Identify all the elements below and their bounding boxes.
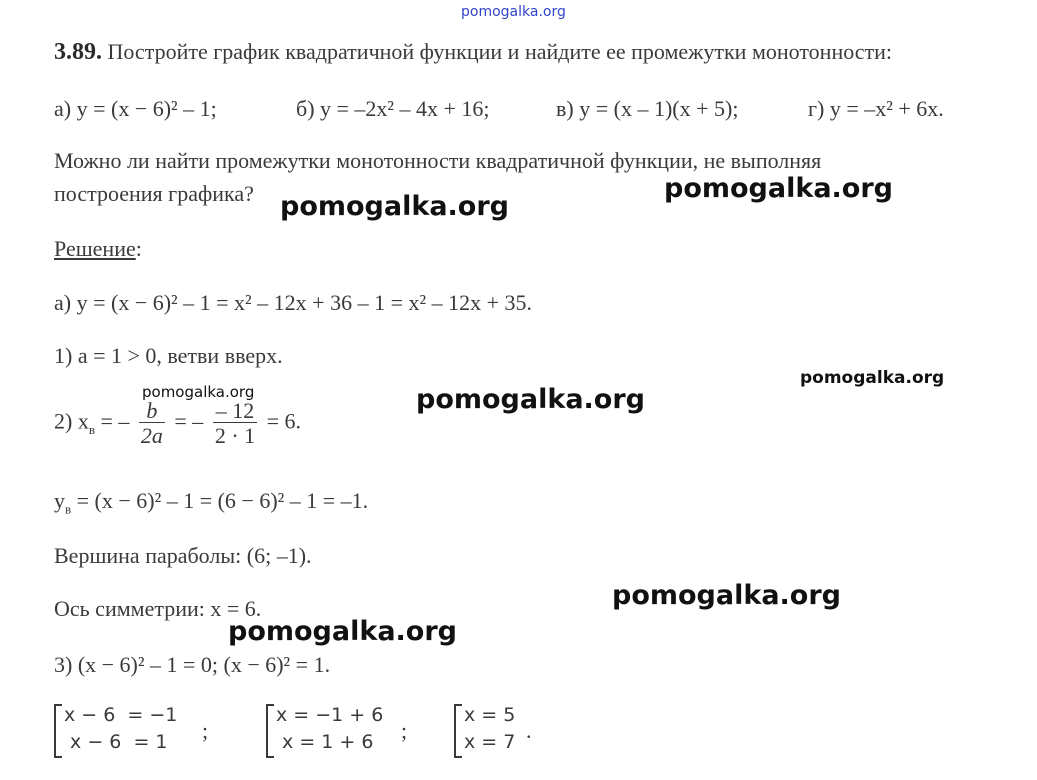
watermark: pomogalka.org	[228, 616, 457, 647]
system-bracket	[454, 704, 462, 758]
system-row: х = 5	[464, 704, 516, 726]
system-1	[54, 702, 177, 756]
vertex-coordinates: Вершина параболы: (6; –1).	[54, 543, 312, 568]
fraction-numerator: – 12	[215, 398, 255, 423]
solution-heading-text: Решение	[54, 236, 136, 261]
yv-expression: = (х − 6)² – 1 = (6 − 6)² – 1 = –1.	[71, 488, 369, 513]
system-3	[454, 702, 515, 756]
step-1: 1) а = 1 > 0, ветви вверх.	[54, 343, 283, 368]
question-line-1: Можно ли найти промежутки монотонности квадратичной функции, не выполняя	[54, 148, 822, 173]
watermark: pomogalka.org	[280, 191, 509, 222]
watermark: pomogalka.org	[664, 173, 893, 204]
step-a-expansion: а) у = (х − 6)² – 1 = х² – 12х + 36 – 1 = х² – 12х + 35.	[54, 290, 532, 315]
watermark-small: pomogalka.org	[142, 383, 255, 401]
separator: ;	[401, 718, 408, 743]
separator: .	[526, 718, 532, 743]
xv-subscript: в	[88, 421, 95, 437]
system-bracket	[54, 704, 62, 758]
symmetry-axis: Ось симметрии: х = 6.	[54, 596, 262, 621]
problem-statement	[54, 40, 892, 64]
watermark: pomogalka.org	[416, 384, 645, 415]
problem-number: 3.89.	[54, 39, 102, 65]
xv-eq1: = –	[94, 408, 130, 434]
fraction-denominator: 2a	[140, 423, 163, 448]
fraction-denominator: 2 · 1	[214, 423, 256, 448]
variant-d: г) у = –х² + 6х.	[808, 96, 944, 121]
watermark-top: pomogalka.org	[461, 4, 566, 20]
watermark: pomogalka.org	[612, 580, 841, 611]
variant-c: в) у = (х – 1)(х + 5);	[556, 96, 739, 121]
fraction-values	[213, 400, 257, 447]
variant-a: а) у = (х − 6)² – 1;	[54, 96, 217, 121]
xv-result: = 6.	[261, 408, 302, 434]
separator: ;	[202, 718, 209, 743]
system-row: х − 6 = −1	[64, 704, 178, 726]
system-row: х − 6 = 1	[64, 731, 168, 753]
xv-label: 2) х	[54, 408, 89, 434]
variant-b: б) у = –2х² – 4х + 16;	[296, 96, 490, 121]
vertex-y	[54, 490, 368, 515]
system-bracket	[266, 704, 274, 758]
system-2	[266, 702, 383, 756]
yv-subscript: в	[65, 501, 72, 517]
yv-label: у	[54, 488, 65, 513]
solution-heading-colon: :	[135, 236, 142, 261]
fraction-numerator: b	[146, 398, 158, 423]
problem-text: Постройте график квадратичной функции и найдите ее промежутки монотонности:	[107, 39, 893, 64]
fraction-b-over-2a	[139, 400, 165, 447]
system-row: х = 1 + 6	[276, 731, 374, 753]
step-2-vertex-x	[54, 400, 301, 447]
system-row: х = 7	[464, 731, 516, 753]
step-3-equation: 3) (х − 6)² – 1 = 0; (х − 6)² = 1.	[54, 652, 331, 677]
question-line-2: построения графика?	[54, 181, 254, 206]
watermark-small: pomogalka.org	[800, 368, 945, 388]
solution-heading	[54, 238, 142, 260]
system-row: х = −1 + 6	[276, 704, 384, 726]
xv-eq2: = –	[168, 408, 204, 434]
